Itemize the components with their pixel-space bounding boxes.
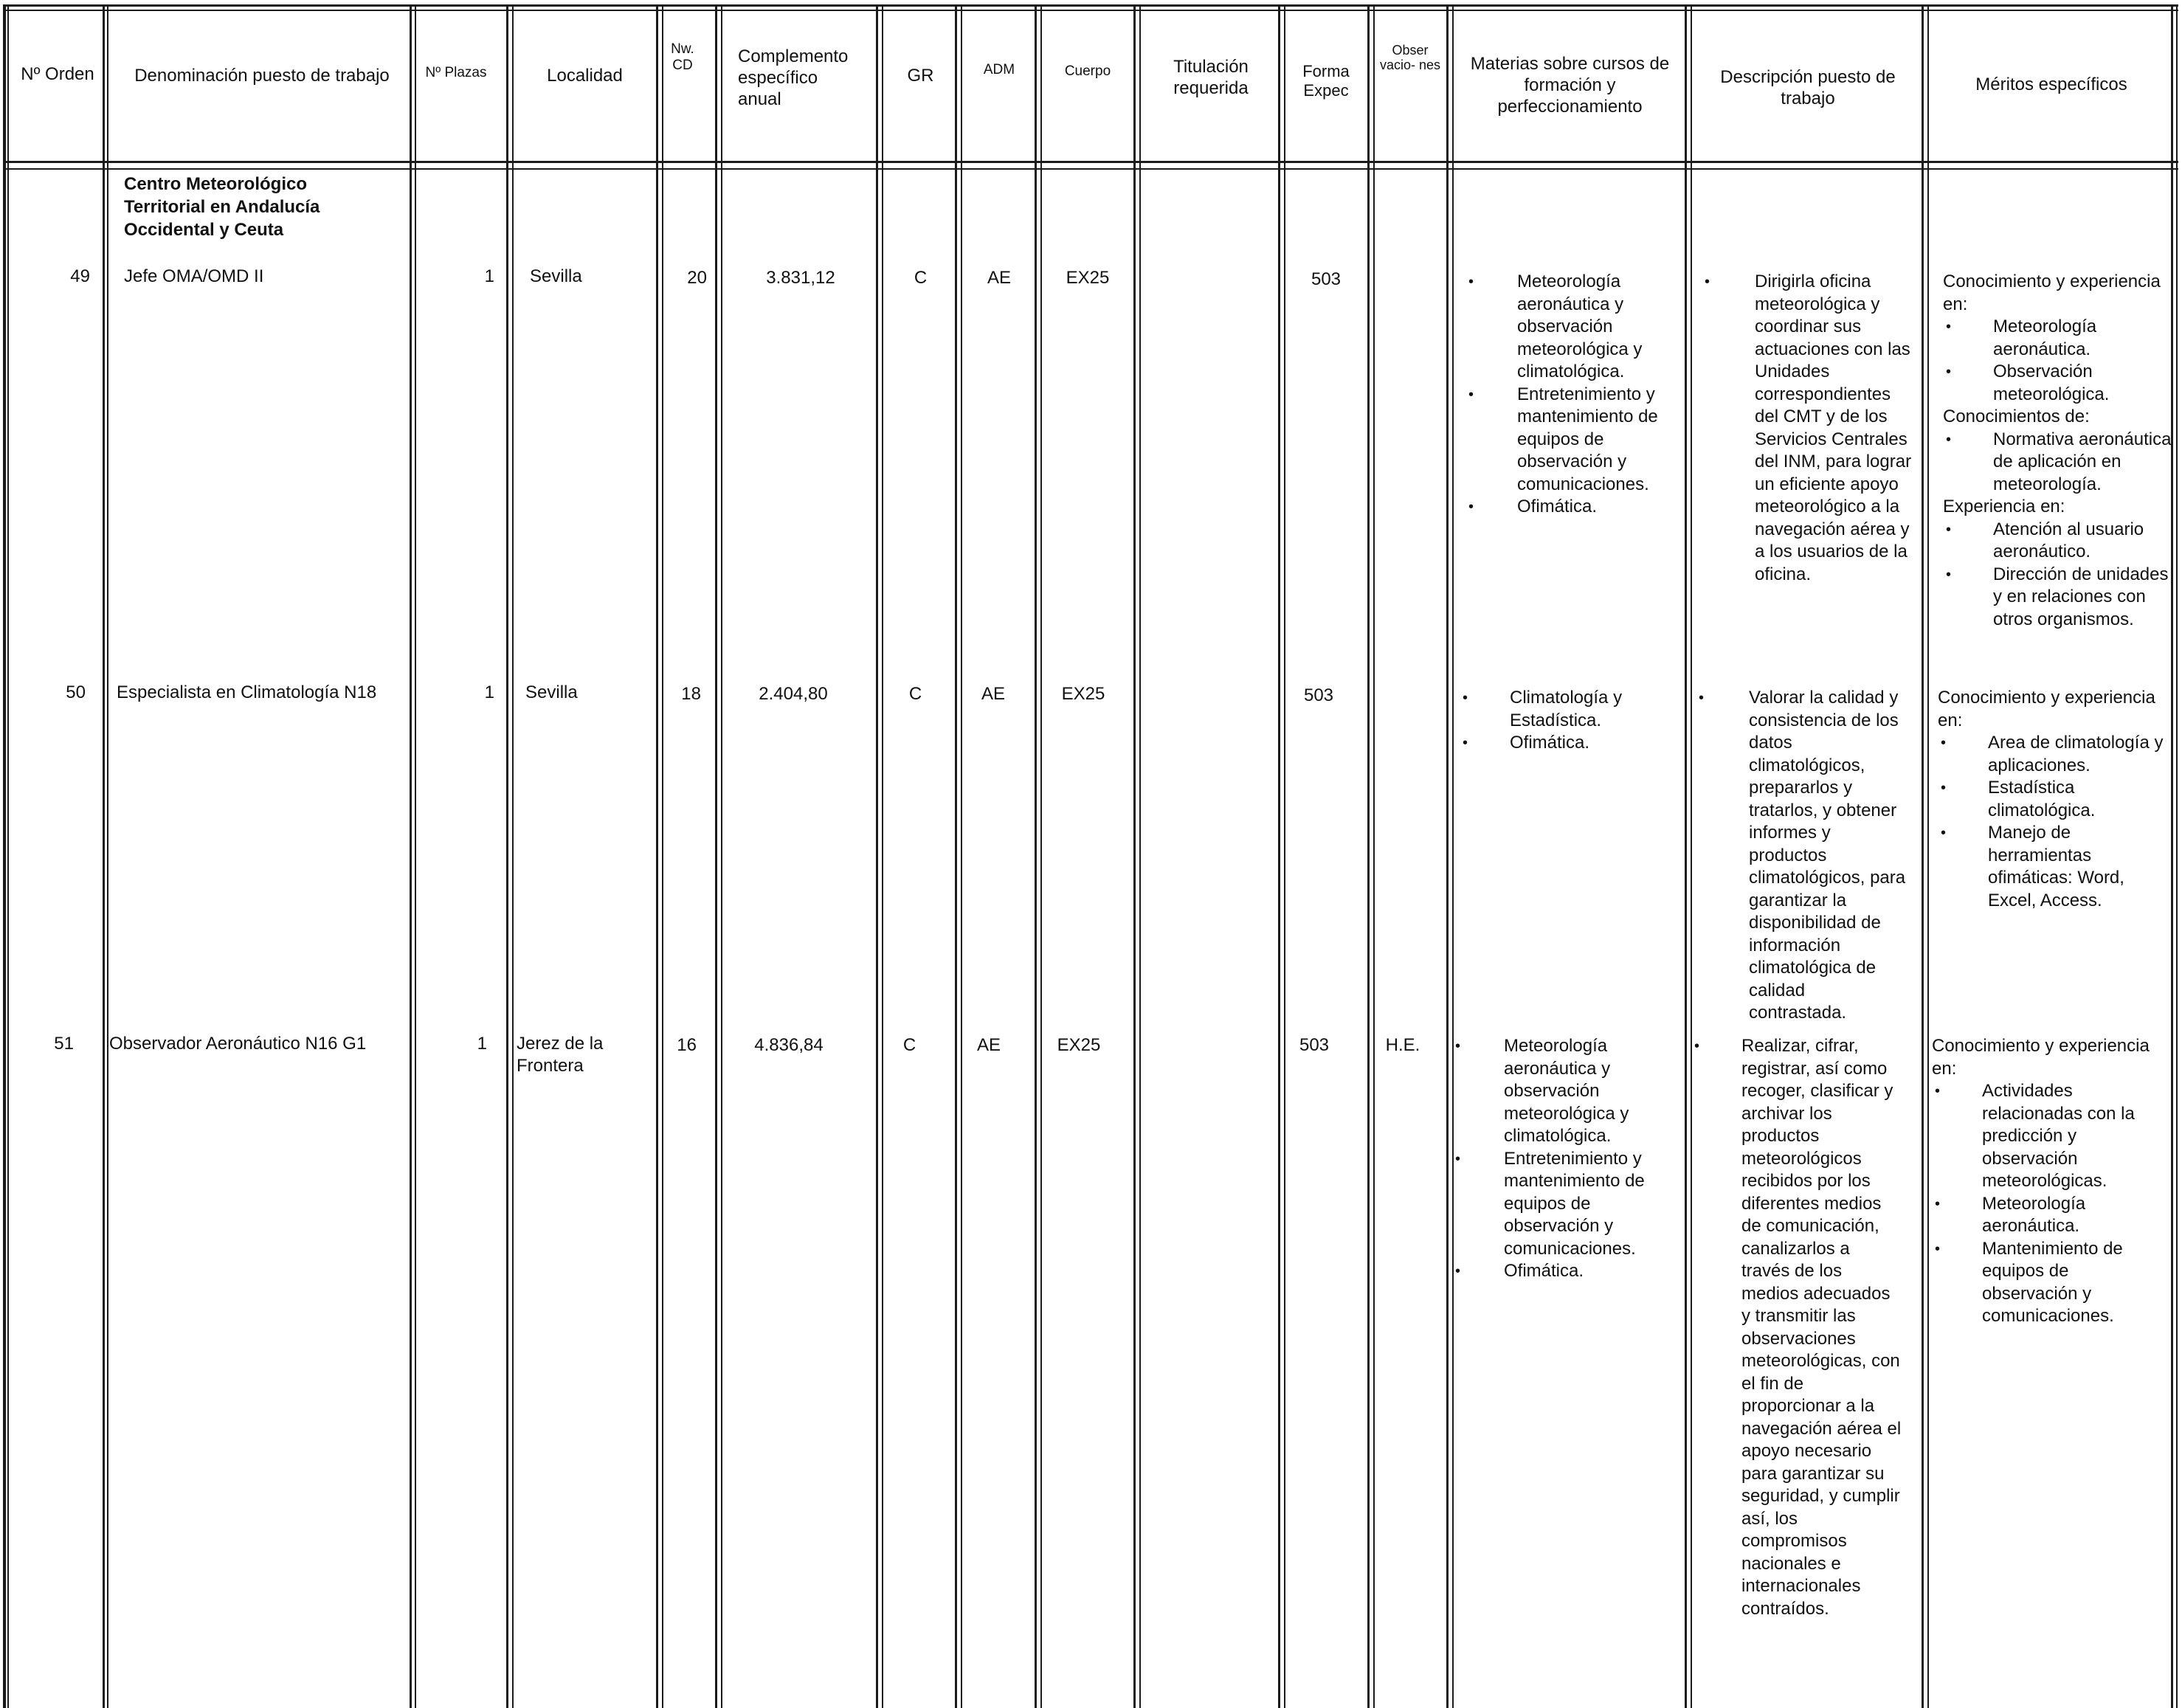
grid-line xyxy=(1685,6,1687,1708)
cell-meritos: Conocimiento y experiencia en: • Meteorología aeronáutica. • Observación meteorológica. Conocimientos de: • Normativa aeronáutica de aplicación en meteorología. Experiencia en: • Atención al usuario aeronáutico. • Dirección de unidades y en relaciones con otros organismos. xyxy=(1937,271,2172,631)
bullet-icon: • xyxy=(1694,1038,1700,1054)
grid-line xyxy=(103,6,105,1708)
header-observaciones: Obser vacio- nes xyxy=(1379,43,1441,72)
grid-line xyxy=(961,6,962,1708)
cell-complemento: 2.404,80 xyxy=(759,684,828,704)
list-item: • Entretenimiento y mantenimiento de equipos de observación y comunicaciones. xyxy=(1455,1148,1645,1259)
list-item: • Meteorología aeronáutica. xyxy=(1935,1193,2086,1236)
cell-adm: AE xyxy=(976,1035,1001,1055)
grid-line xyxy=(7,6,9,1708)
cell-localidad: Sevilla xyxy=(525,682,578,702)
grid-line xyxy=(506,6,508,1708)
grid-line xyxy=(3,4,2178,7)
grid-line xyxy=(3,168,2178,170)
list-item: • Ofimática. xyxy=(1468,497,1598,516)
header-adm: ADM xyxy=(983,62,1015,77)
grid-line xyxy=(1446,6,1449,1708)
cell-materias xyxy=(1455,1035,1669,1283)
cell-complemento: 4.836,84 xyxy=(754,1035,824,1055)
header-forma: Forma Expec xyxy=(1302,62,1350,100)
grid-line xyxy=(876,6,878,1708)
section-title: Centro Meteorológico Territorial en Andalucía Occidental y Ceuta xyxy=(124,174,320,240)
list-item: • Manejo de herramientas ofimáticas: Word, Excel, Access. xyxy=(1941,823,2124,910)
grid-line xyxy=(1922,6,1924,1708)
header-gr: GR xyxy=(907,66,934,86)
grid-line xyxy=(1133,6,1136,1708)
list-item: • Ofimática. xyxy=(1463,733,1590,753)
cell-adm: AE xyxy=(981,684,1005,704)
header-nivel: Nw. CD xyxy=(671,41,694,73)
grid-line xyxy=(1035,6,1037,1708)
cell-plazas: 1 xyxy=(477,1034,487,1054)
grid-line xyxy=(3,161,2178,163)
cell-orden: 51 xyxy=(54,1034,74,1054)
grid-line xyxy=(3,10,2178,11)
grid-line xyxy=(1284,6,1285,1708)
grid-line xyxy=(721,6,722,1708)
grid-line xyxy=(662,6,663,1708)
list-item: • Observación meteorológica. xyxy=(1946,362,2110,404)
header-cuerpo: Cuerpo xyxy=(1064,63,1111,79)
cell-descripcion: • Dirigirla oficina meteorológica y coordinar sus actuaciones con las Unidades correspondientes del CMT y de los Servicios Centrales del INM, para lograr un eficiente apoyo meteorológico a la navegación aérea y a los usuarios de la oficina. xyxy=(1705,272,1912,584)
cell-gr: C xyxy=(902,1035,916,1055)
cell-cuerpo: EX25 xyxy=(1057,1035,1101,1055)
grid-line xyxy=(1040,6,1042,1708)
cell-orden: 50 xyxy=(66,682,86,702)
list-item: • Meteorología aeronáutica y observación meteorológica y climatológica. xyxy=(1455,1036,1629,1146)
list-item: • Atención al usuario aeronáutico. xyxy=(1946,519,2144,561)
grid-line xyxy=(1278,6,1280,1708)
grid-line xyxy=(656,6,658,1708)
header-meritos: Méritos específicos xyxy=(1975,75,2127,94)
cell-forma: 503 xyxy=(1311,269,1342,289)
cell-observaciones: H.E. xyxy=(1385,1035,1420,1055)
header-descripcion: Descripción puesto de trabajo xyxy=(1720,67,1896,108)
cell-denominacion: Observador Aeronáutico N16 G1 xyxy=(109,1034,367,1054)
cell-forma: 503 xyxy=(1299,1035,1330,1055)
list-item: • Meteorología aeronáutica y observación meteorológica y climatológica. xyxy=(1468,272,1643,381)
grid-line xyxy=(415,6,416,1708)
cell-gr: C xyxy=(914,268,928,288)
cell-meritos: Conocimiento y experiencia en: • Actividades relacionadas con la predicción y observación meteorológicas. • Meteorología aeronáutica. • Mantenimiento de equipos de observación y comunicaciones. xyxy=(1932,1035,2167,1328)
list-item: • Ofimática. xyxy=(1455,1261,1584,1281)
cell-materias xyxy=(1468,271,1675,519)
cell-localidad: Sevilla xyxy=(530,266,582,286)
list-item: • Entretenimiento y mantenimiento de equipos de observación y comunicaciones. xyxy=(1468,384,1658,494)
cell-denominacion: Jefe OMA/OMD II xyxy=(124,266,264,286)
header-titulacion: Titulación requerida xyxy=(1173,57,1249,98)
cell-localidad: Jerez de la Frontera xyxy=(517,1034,604,1076)
header-orden: Nº Orden xyxy=(21,64,94,84)
grid-line xyxy=(1927,6,1929,1708)
cell-nivel: 16 xyxy=(677,1035,697,1055)
list-item: • Meteorología aeronáutica. xyxy=(1946,317,2097,359)
bullet-icon: • xyxy=(1705,274,1710,290)
cell-meritos: Conocimiento y experiencia en: • Area de climatología y aplicaciones. • Estadística climatológica. • Manejo de herramientas ofimáticas: Word, Excel, Access. xyxy=(1935,687,2169,912)
header-denominacion: Denominación puesto de trabajo xyxy=(134,66,390,86)
bullet-icon: • xyxy=(1699,690,1705,706)
cell-denominacion: Especialista en Climatología N18 xyxy=(117,682,377,702)
header-materias: Materias sobre cursos de formación y perfeccionamiento xyxy=(1470,54,1670,117)
cell-plazas: 1 xyxy=(484,266,494,286)
grid-line xyxy=(512,6,514,1708)
grid-line xyxy=(1452,6,1454,1708)
grid-line xyxy=(955,6,957,1708)
cell-cuerpo: EX25 xyxy=(1061,684,1105,704)
cell-descripcion: • Realizar, cifrar, registrar, así como recoger, clasificar y archivar los productos meteorológicos recibidos por los diferentes medios de comunicación, canalizarlos a través de los medios adecuados y transmitir las observaciones meteorológicas, con el fin de proporcionar a la navegación aérea el apoyo necesario para garantizar su seguridad, y cumplir así, los compromisos nacionales e internacionales contraídos. xyxy=(1694,1036,1902,1619)
grid-line xyxy=(1139,6,1141,1708)
cell-gr: C xyxy=(908,684,922,704)
header-complemento: Complemento específico anual xyxy=(738,46,849,109)
cell-cuerpo: EX25 xyxy=(1066,268,1110,288)
cell-adm: AE xyxy=(987,268,1011,288)
grid-line xyxy=(882,6,883,1708)
list-item: • Estadística climatológica. xyxy=(1941,778,2096,820)
cell-nivel: 20 xyxy=(687,268,707,288)
grid-line xyxy=(107,6,108,1708)
cell-nivel: 18 xyxy=(681,684,701,704)
header-localidad: Localidad xyxy=(547,66,623,86)
grid-line xyxy=(3,6,6,1708)
list-item: • Normativa aeronáutica de aplicación en meteorología. xyxy=(1946,429,2172,494)
list-item: • Actividades relacionadas con la predicción y observación meteorológicas. xyxy=(1935,1081,2135,1191)
cell-forma: 503 xyxy=(1303,685,1334,705)
cell-complemento: 3.831,12 xyxy=(766,268,835,288)
grid-line xyxy=(1373,6,1375,1708)
grid-line xyxy=(1367,6,1370,1708)
cell-orden: 49 xyxy=(70,266,90,286)
grid-line xyxy=(2176,6,2178,1708)
cell-plazas: 1 xyxy=(484,682,494,702)
cell-materias xyxy=(1463,687,1673,755)
list-item: • Dirección de unidades y en relaciones con otros organismos. xyxy=(1946,564,2169,629)
grid-line xyxy=(2171,6,2173,1708)
list-item: • Area de climatología y aplicaciones. xyxy=(1941,733,2164,775)
grid-line xyxy=(715,6,717,1708)
grid-line xyxy=(1691,6,1692,1708)
grid-line xyxy=(410,6,412,1708)
list-item: • Mantenimiento de equipos de observación y comunicaciones. xyxy=(1935,1238,2123,1326)
cell-descripcion: • Valorar la calidad y consistencia de los datos climatológicos, prepararlos y tratarlos, y obtener informes y productos climatológicos, para garantizar la disponibilidad de información climatológica de calidad contrastada. xyxy=(1699,688,1906,1023)
list-item: • Climatología y Estadística. xyxy=(1463,688,1623,730)
header-plazas: Nº Plazas xyxy=(425,65,487,80)
